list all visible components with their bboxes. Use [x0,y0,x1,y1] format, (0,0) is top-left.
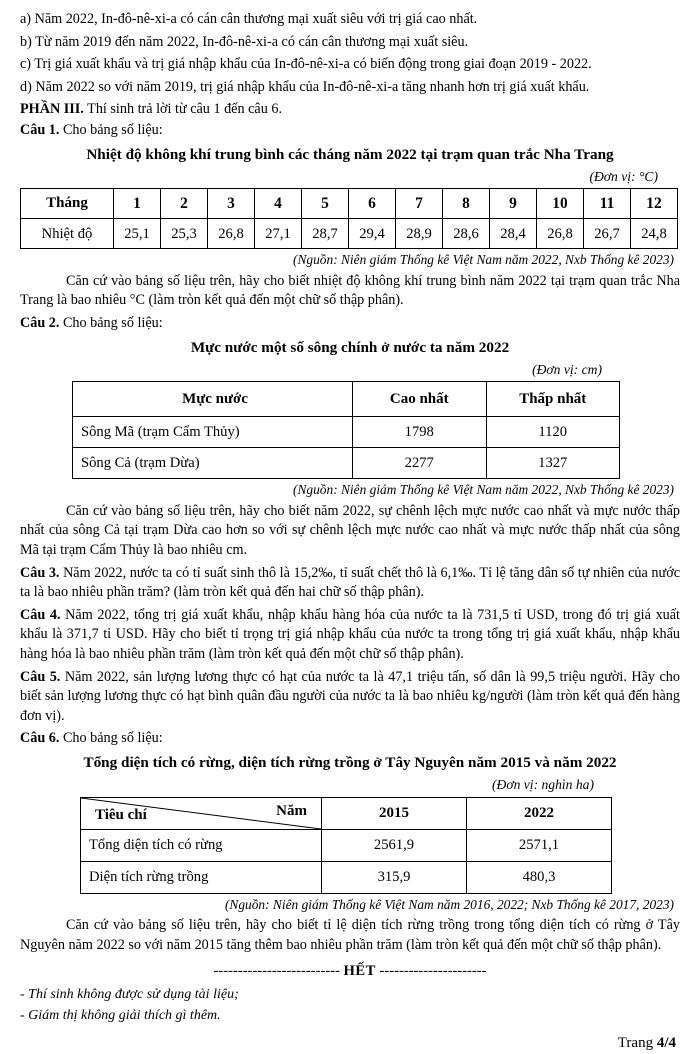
table-forest-row2-2015: 315,9 [322,861,467,893]
statement-b: b) Từ năm 2019 đến năm 2022, In-đô-nê-xi-a có cán cân thương mại xuất siêu. [20,33,469,50]
table-river-row2-highest: 2277 [353,448,487,479]
question-1-heading [20,121,680,141]
table-monthly-temperature [20,188,678,249]
table-forest-row2-2022: 480,3 [467,861,612,893]
table-forest-col-2022: 2022 [467,797,612,829]
question-2-heading [20,314,680,334]
table-temp-value-1: 25,1 [114,219,161,249]
table-forest-corner-criteria-label: Tiêu chí [95,806,147,823]
question-5-label: Câu 5. [20,668,61,685]
table-temp-value-10: 26,8 [537,219,584,249]
table-temp-month-9: 9 [490,189,537,219]
question-4-text: Năm 2022, tổng trị giá xuất khẩu, nhập khẩu hàng hóa của nước ta là 731,5 tỉ USD, trong đó trị giá xuất khẩu là 371,7 tỉ USD. Hãy cho biết tỉ trọng trị giá nhập khẩu của nước ta trong tổng trị giá xuất khẩu, nhập khẩu hàng hóa là bao nhiêu phần trăm (làm tròn kết quả đến một chữ số thập phân). [20,606,680,662]
table-river-title: Mực nước một số sông chính ở nước ta năm 2022 [190,338,510,356]
table-temp-month-5: 5 [302,189,349,219]
part-three-heading [20,100,680,120]
question-5 [20,668,680,727]
question-2-lead: Cho bảng số liệu: [59,314,163,331]
exam-note-2: - Giám thị không giải thích gì thêm. [20,1007,221,1023]
statement-d: d) Năm 2022 so với năm 2019, trị giá nhập khẩu của In-đô-nê-xi-a tăng nhanh hơn trị giá xuất khẩu. [20,78,590,95]
table-forest-title: Tổng diện tích có rừng, diện tích rừng trồng ở Tây Nguyên năm 2015 và năm 2022 [83,753,617,771]
table-river-col-lowest: Thấp nhất [486,382,620,417]
table-row [81,829,612,861]
table-temp-value-3: 26,8 [208,219,255,249]
end-separator [20,961,680,981]
exam-note-1: - Thí sinh không được sử dụng tài liệu; [20,987,239,1003]
table-temp-unit: (Đơn vị: °C) [589,168,658,184]
table-forest-corner-year-label: Năm [276,802,307,819]
part-three-label: PHẦN III. [20,101,84,118]
table-temp-month-11: 11 [584,189,631,219]
question-3 [20,564,680,603]
table-temp-value-2: 25,3 [161,219,208,249]
table-row [21,219,678,249]
table-river-col-highest: Cao nhất [353,382,487,417]
table-river-row1-name: Sông Mã (trạm Cẩm Thủy) [73,417,353,448]
table-forest-row1-2015: 2561,9 [322,829,467,861]
table-row [73,382,620,417]
table-temp-value-12: 24,8 [631,219,678,249]
question-1-label: Câu 1. [20,121,60,138]
statement-c: c) Trị giá xuất khẩu và trị giá nhập khẩu của In-đô-nê-xi-a có biến động trong giai đoạn 2019 - 2022. [20,56,592,73]
table-temp-source: (Nguồn: Niên giám Thống kê Việt Nam năm 2022, Nxb Thống kê 2023) [293,252,674,268]
table-temp-month-6: 6 [349,189,396,219]
table-forest-col-2015: 2015 [322,797,467,829]
part-three-instruction: Thí sinh trả lời từ câu 1 đến câu 6. [83,101,282,118]
table-temp-value-5: 28,7 [302,219,349,249]
question-1-lead: Cho bảng số liệu: [59,121,163,138]
table-river-row1-lowest: 1120 [486,417,620,448]
question-5-text: Năm 2022, sản lượng lương thực có hạt của nước ta là 47,1 triệu tấn, số dân là 99,5 triệu người. Hãy cho biết sản lượng lương thực có hạt bình quân đầu người của nước ta là bao nhiêu kg/người (làm tròn kết quả đến hàng đơn vị). [20,668,680,724]
page-number-value: 4/4 [656,1035,676,1052]
table-temp-month-4: 4 [255,189,302,219]
table-river-unit: (Đơn vị: cm) [532,361,602,377]
question-3-text: Năm 2022, nước ta có tỉ suất sinh thô là 15,2‰, tỉ suất chết thô là 6,1‰. Tỉ lệ tăng dân số tự nhiên của nước ta là bao nhiêu phần trăm? (làm tròn kết quả đến hai chữ số thập phân). [20,564,680,601]
table-forest-corner-cell [81,797,322,829]
table-row [81,861,612,893]
table-row [73,417,620,448]
table-temp-month-7: 7 [396,189,443,219]
table-temp-value-8: 28,6 [443,219,490,249]
end-dashes-right: ---------------------- [379,963,487,980]
table-row [73,448,620,479]
table-temp-month-8: 8 [443,189,490,219]
page-number [20,1033,680,1054]
table-forest-row1-criterion: Tổng diện tích có rừng [81,829,322,861]
table-forest-row1-2022: 2571,1 [467,829,612,861]
table-river-source: (Nguồn: Niên giám Thống kê Việt Nam năm 2022, Nxb Thống kê 2023) [293,482,674,498]
table-forest-source: (Nguồn: Niên giám Thống kê Việt Nam năm 2016, 2022; Nxb Thống kê 2017, 2023) [224,896,674,912]
question-4-label: Câu 4. [20,606,61,623]
table-temp-value-9: 28,4 [490,219,537,249]
table-river-row1-highest: 1798 [353,417,487,448]
question-6-heading [20,729,680,749]
question-3-label: Câu 3. [20,564,60,581]
table-temp-row-label: Nhiệt độ [21,219,114,249]
question-4 [20,606,680,665]
question-1-text: Căn cứ vào bảng số liệu trên, hãy cho biết nhiệt độ không khí trung bình năm 2022 tại trạm quan trắc Nha Trang là bao nhiêu °C (làm tròn kết quả đến một chữ số thập phân). [20,272,680,309]
statement-a: a) Năm 2022, In-đô-nê-xi-a có cán cân thương mại xuất siêu với trị giá cao nhất. [20,11,478,27]
table-temp-value-6: 29,4 [349,219,396,249]
question-2-label: Câu 2. [20,314,60,331]
statement-list [20,10,680,97]
table-forest-unit: (Đơn vị: nghìn ha) [491,776,594,792]
table-forest-area [80,797,612,894]
table-temp-title: Nhiệt độ không khí trung bình các tháng năm 2022 tại trạm quan trắc Nha Trang [86,145,614,163]
table-forest-row2-criterion: Diện tích rừng trồng [81,861,322,893]
table-temp-month-1: 1 [114,189,161,219]
table-temp-value-11: 26,7 [584,219,631,249]
end-dashes-left: -------------------------- [213,963,340,980]
question-2-text: Căn cứ vào bảng số liệu trên, hãy cho biết năm 2022, sự chênh lệch mực nước cao nhất và mực nước thấp nhất của sông Cả tại trạm Dừa cao hơn so với sự chênh lệch mực nước cao nhất và mực nước thấp nhất của sông Mã tại trạm Cẩm Thủy là bao nhiêu cm. [20,502,680,558]
table-river-row2-lowest: 1327 [486,448,620,479]
question-6-text: Căn cứ vào bảng số liệu trên, hãy cho biết tỉ lệ diện tích rừng trồng trong tổng diện tích có rừng ở Tây Nguyên năm 2022 so với năm 2015 tăng thêm bao nhiêu phần trăm (làm tròn kết quả đến một chữ số thập phân). [20,917,680,953]
question-6-label: Câu 6. [20,730,60,747]
table-temp-month-2: 2 [161,189,208,219]
page-number-label: Trang [617,1035,657,1052]
table-temp-month-10: 10 [537,189,584,219]
table-temp-header-label: Tháng [21,189,114,219]
table-temp-month-3: 3 [208,189,255,219]
table-row [21,189,678,219]
table-row [81,797,612,829]
table-river-col-name: Mực nước [73,382,353,417]
table-temp-value-4: 27,1 [255,219,302,249]
table-temp-value-7: 28,9 [396,219,443,249]
question-6-lead: Cho bảng số liệu: [59,730,163,747]
table-river-water-level [72,381,620,479]
table-temp-month-12: 12 [631,189,678,219]
table-river-row2-name: Sông Cả (trạm Dừa) [73,448,353,479]
end-label: HẾT [343,963,376,980]
